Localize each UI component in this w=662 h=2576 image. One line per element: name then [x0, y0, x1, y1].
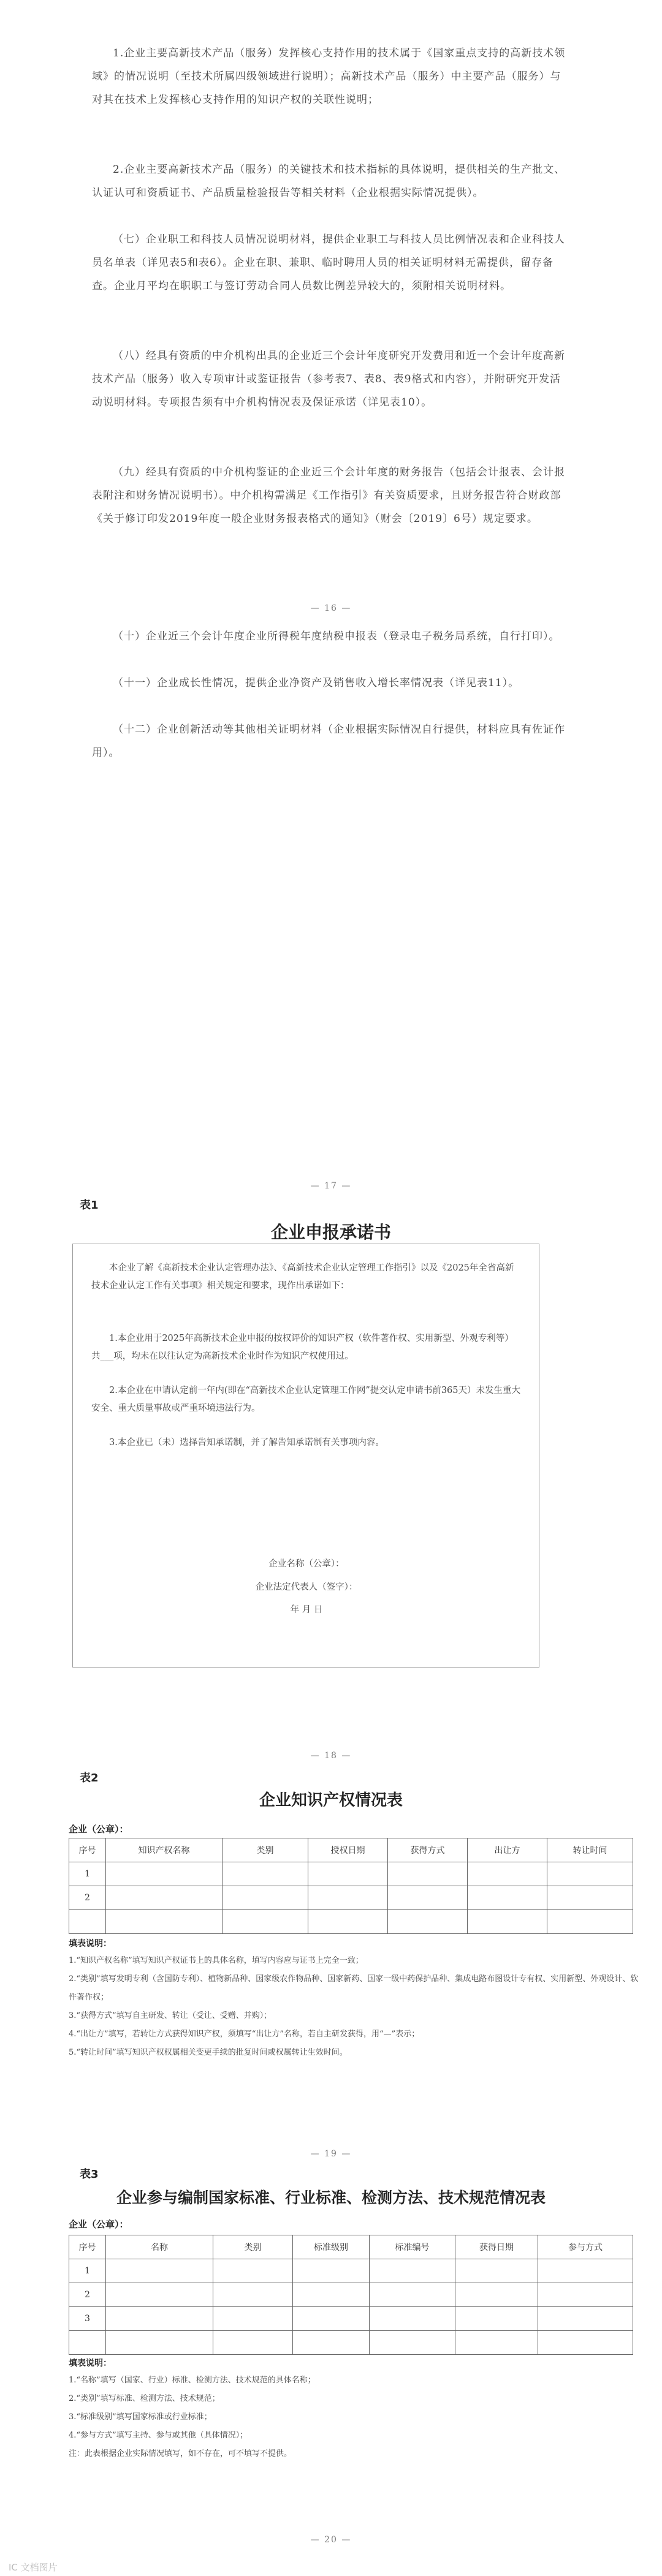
paragraph: 2.本企业在申请认定前一年内(即在“高新技术企业认定管理工作网”提交认定申请书前365天）未发生重大安全、重大质量事故或严重环境违法行为。	[91, 1386, 520, 1413]
paragraph: 1.企业主要高新技术产品（服务）发挥核心支持作用的技术属于《国家重点支持的高新技术领域》的情况说明（至技术所属四级领域进行说明）；高新技术产品（服务）中主要产品（服务）与对其在技术上发挥核心支持作用的知识产权的关联性说明；	[92, 47, 566, 106]
table-label: 表3	[80, 2168, 99, 2181]
table-cell	[370, 2259, 455, 2283]
table-cell	[547, 1886, 633, 1910]
table-cell	[213, 2259, 293, 2283]
table-cell	[223, 1910, 308, 1934]
table-cell	[293, 2283, 370, 2307]
column-header: 序号	[69, 1838, 106, 1862]
table-cell	[370, 2331, 455, 2355]
paragraph: （九）经具有资质的中介机构鉴证的企业近三个会计年度的财务报告（包括会计报表、会计报表附注和财务情况说明书）。中介机构需满足《工作指引》有关资质要求，且财务报告符合财政部《关于修订印发2019年度一般企业财务报表格式的通知》（财会〔2019〕6号）规定要求。	[92, 466, 565, 525]
table-cell	[455, 2307, 538, 2331]
table-cell	[223, 1886, 308, 1910]
column-header: 序号	[69, 2235, 106, 2259]
table-cell	[213, 2331, 293, 2355]
table-cell	[106, 2307, 213, 2331]
note-item: 2.“类别”填写发明专利（含国防专利）、植物新品种、国家级农作物品种、国家新药、国家一级中药保护品种、集成电路布图设计专有权、实用新型、外观设计、软件著作权；	[69, 1974, 639, 2002]
table-cell: 2	[69, 1886, 106, 1910]
table-cell	[547, 1862, 633, 1886]
column-header: 参与方式	[538, 2235, 633, 2259]
table-label: 表2	[80, 1772, 99, 1785]
table-cell	[213, 2283, 293, 2307]
table-header-row	[69, 1838, 633, 1862]
note-item: 3.“标准级别”填写国家标准或行业标准；	[69, 2412, 212, 2422]
paragraph: （十一）企业成长性情况，提供企业净资产及销售收入增长率情况表（详见表11）。	[113, 677, 520, 689]
table-cell: 2	[69, 2283, 106, 2307]
watermark: IC 文档图片	[9, 2562, 58, 2573]
notes-title: 填表说明：	[69, 1939, 112, 1949]
table-cell	[308, 1910, 388, 1934]
paragraph: 1.本企业用于2025年高新技术企业申报的按权评价的知识产权（软件著作权、实用新型、外观专利等）共___项，均未在以往认定为高新技术企业时作为知识产权使用过。	[91, 1334, 514, 1361]
table-cell	[293, 2259, 370, 2283]
table-cell	[106, 2283, 213, 2307]
table-cell	[538, 2307, 633, 2331]
table-cell	[455, 2331, 538, 2355]
table-cell	[538, 2259, 633, 2283]
notes-title: 填表说明：	[69, 2359, 112, 2368]
table-cell	[308, 1886, 388, 1910]
table-cell	[538, 2283, 633, 2307]
table-cell	[106, 2331, 213, 2355]
table-cell	[69, 2331, 106, 2355]
table-cell	[308, 1862, 388, 1886]
table-cell	[293, 2331, 370, 2355]
table-cell	[388, 1910, 468, 1934]
sign-date: 年 月 日	[290, 1605, 323, 1615]
table-cell	[106, 1910, 223, 1934]
standards-table	[69, 2235, 633, 2355]
table-cell	[547, 1910, 633, 1934]
table-cell	[455, 2283, 538, 2307]
column-header: 知识产权名称	[106, 1838, 223, 1862]
table-label: 表1	[80, 1199, 99, 1212]
table-cell	[223, 1862, 308, 1886]
table-header-row	[69, 2235, 633, 2259]
table-cell	[106, 1886, 223, 1910]
note-item: 4.“出让方”填写，若转让方式获得知识产权，须填写“出让方”名称，若自主研发获得，用“—”表示；	[69, 2030, 420, 2039]
note-item: 4.“参与方式”填写主持、参与或其他（具体情况）；	[69, 2431, 248, 2440]
column-header: 名称	[106, 2235, 213, 2259]
table-row	[69, 2307, 633, 2331]
table-cell	[468, 1862, 547, 1886]
note-item: 1.“名称”填写（国家、行业）标准、检测方法、技术规范的具体名称；	[69, 2376, 316, 2385]
page-number: — 20 —	[310, 2535, 352, 2545]
table-row	[69, 2283, 633, 2307]
paragraph: 2.企业主要高新技术产品（服务）的关键技术和技术指标的具体说明，提供相关的生产批文、认证认可和资质证书、产品质量检验报告等相关材料（企业根据实际情况提供）。	[92, 164, 566, 199]
ip-table	[69, 1838, 633, 1934]
table-cell	[468, 1910, 547, 1934]
note-item: 2.“类别”填写标准、检测方法、技术规范；	[69, 2394, 220, 2403]
notes	[69, 1936, 639, 2062]
table-cell	[538, 2331, 633, 2355]
table-cell	[370, 2307, 455, 2331]
column-header: 获得日期	[455, 2235, 538, 2259]
paragraph: 3.本企业已（未）选择告知承诺制，并了解告知承诺制有关事项内容。	[109, 1438, 384, 1448]
paragraph: （十）企业近三个会计年度企业所得税年度纳税申报表（登录电子税务局系统，自行打印）。	[113, 630, 560, 643]
pledge-box	[72, 1244, 539, 1668]
table-cell	[69, 1910, 106, 1934]
table-cell	[388, 1862, 468, 1886]
table-cell	[468, 1886, 547, 1910]
page-title: 企业知识产权情况表	[259, 1791, 403, 1810]
page-number: — 19 —	[310, 2149, 352, 2159]
column-header: 标准编号	[370, 2235, 455, 2259]
org-label: 企业（公章）：	[69, 2219, 129, 2230]
page-title: 企业申报承诺书	[270, 1222, 391, 1242]
notes	[69, 2355, 639, 2463]
table-cell: 1	[69, 2259, 106, 2283]
table-cell	[213, 2307, 293, 2331]
column-header: 类别	[213, 2235, 293, 2259]
table-cell	[293, 2307, 370, 2331]
column-header: 转让时间	[547, 1838, 633, 1862]
paragraph: （十二）企业创新活动等其他相关证明材料（企业根据实际情况自行提供，材料应具有佐证作用）。	[92, 723, 565, 759]
page-number: — 16 —	[310, 603, 352, 613]
table-cell: 1	[69, 1862, 106, 1886]
sign-company: 企业名称（公章）：	[268, 1559, 344, 1569]
table-row	[69, 1862, 633, 1886]
table-cell	[455, 2259, 538, 2283]
table-row	[69, 2259, 633, 2283]
table-cell	[106, 2259, 213, 2283]
column-header: 标准级别	[293, 2235, 370, 2259]
table-cell	[388, 1886, 468, 1910]
note-item: 3.“获得方式”填写自主研发、转让（受让、受赠、并购）；	[69, 2011, 272, 2020]
org-label: 企业（公章）：	[69, 1824, 129, 1835]
column-header: 类别	[223, 1838, 308, 1862]
table-row	[69, 1886, 633, 1910]
page-number: — 18 —	[310, 1751, 352, 1761]
table-cell	[370, 2283, 455, 2307]
table-cell	[106, 1862, 223, 1886]
paragraph: （八）经具有资质的中介机构出具的企业近三个会计年度研究开发费用和近一个会计年度高新技术产品（服务）收入专项审计或鉴证报告（参考表7、表8、表9格式和内容），并附研究开发活动说明材料。专项报告须有中介机构情况表及保证承诺（详见表10）。	[92, 350, 565, 409]
page-number: — 17 —	[310, 1181, 352, 1191]
table-row	[69, 1910, 633, 1934]
paragraph: 本企业了解《高新技术企业认定管理办法》、《高新技术企业认定管理工作指引》以及《2025年全省高新技术企业认定工作有关事项》相关规定和要求，现作出承诺如下：	[91, 1263, 514, 1291]
note-item: 注：此表根据企业实际情况填写，如不存在，可不填写不提供。	[69, 2449, 292, 2458]
column-header: 授权日期	[308, 1838, 388, 1862]
paragraph: （七）企业职工和科技人员情况说明材料，提供企业职工与科技人员比例情况表和企业科技人员名单表（详见表5和表6）。企业在职、兼职、临时聘用人员的相关证明材料无需提供，留存备查。企业月平均在职职工与签订劳动合同人员数比例差异较大的，须附相关说明材料。	[92, 233, 565, 292]
table-row	[69, 2331, 633, 2355]
column-header: 获得方式	[388, 1838, 468, 1862]
note-item: 5.“转让时间”填写知识产权权属相关变更手续的批复时间或权属转让生效时间。	[69, 2048, 348, 2057]
column-header: 出让方	[468, 1838, 547, 1862]
page-title: 企业参与编制国家标准、行业标准、检测方法、技术规范情况表	[116, 2189, 546, 2207]
sign-representative: 企业法定代表人（签字）：	[255, 1582, 358, 1592]
table-cell: 3	[69, 2307, 106, 2331]
note-item: 1.“知识产权名称”填写知识产权证书上的具体名称，填写内容应与证书上完全一致；	[69, 1956, 363, 1965]
